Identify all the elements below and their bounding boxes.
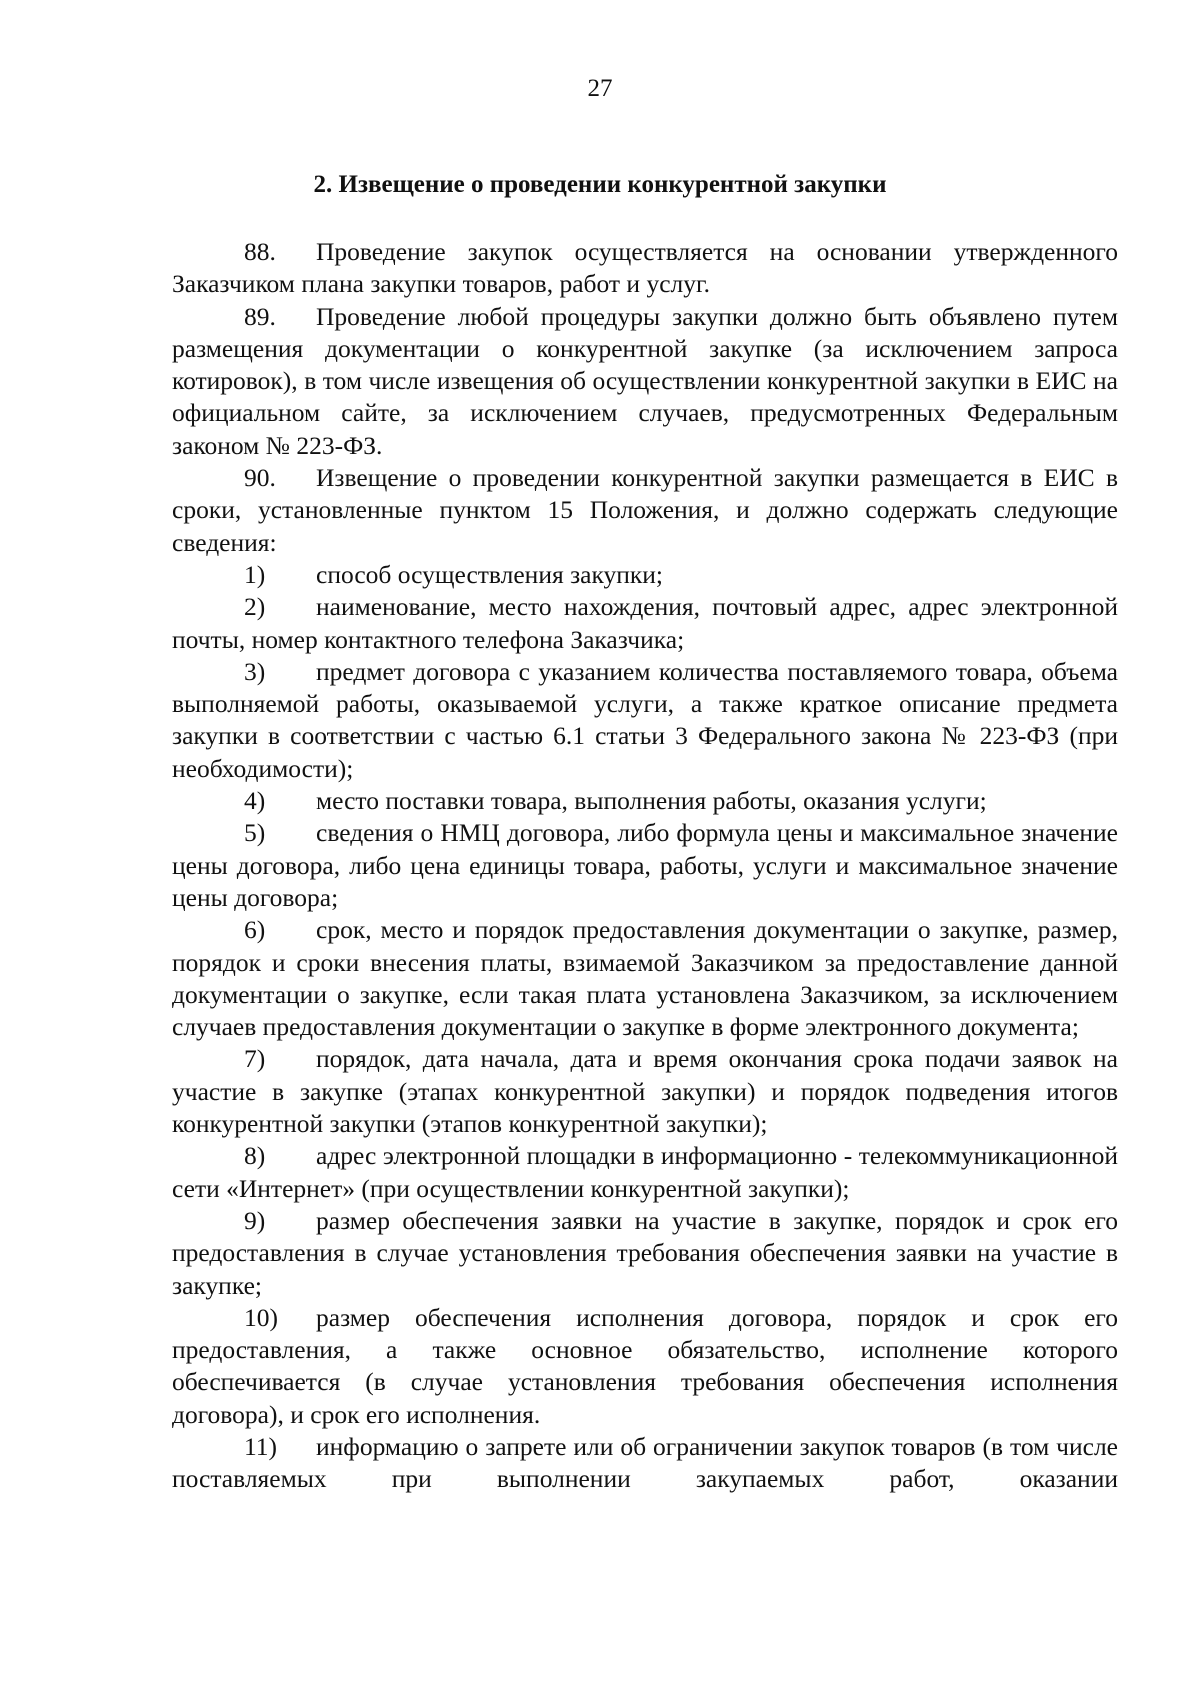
list-item-text: адрес электронной площадки в информационно - телекоммуникационной сети «Интернет» (при осуществлении конкурентной закупки); [172, 1141, 1118, 1203]
paragraph-text: Проведение закупок осуществляется на основании утвержденного Заказчиком плана закупки товаров, работ и услуг. [172, 237, 1118, 299]
list-item-number: 3) [244, 656, 266, 686]
list-item-number: 7) [244, 1044, 266, 1074]
list-item-2 [172, 591, 1118, 656]
list-item-8 [172, 1140, 1118, 1205]
list-item-number: 1) [244, 559, 266, 589]
document-body [172, 236, 1118, 1496]
list-item-text: наименование, место нахождения, почтовый адрес, адрес электронной почты, номер контактного телефона Заказчика; [172, 592, 1118, 654]
list-item-number: 8) [244, 1141, 266, 1171]
list-item-text: предмет договора с указанием количества поставляемого товара, объема выполняемой работы, оказываемой услуги, а также краткое описание предмета закупки в соответствии с частью 6.1 статьи 3 Федерального закона № 223-ФЗ (при необходимости); [172, 656, 1118, 783]
list-item-9 [172, 1205, 1118, 1302]
list-item-11 [172, 1431, 1118, 1496]
list-item-number: 11) [244, 1431, 278, 1461]
paragraph-90 [172, 462, 1118, 559]
list-item-text: размер обеспечения исполнения договора, порядок и срок его предоставления, а также основное обязательство, исполнение которого обеспечивается (в случае установления требования обеспечения исполнения договора), и срок его исполнения. [172, 1302, 1118, 1429]
list-item-4 [172, 785, 1118, 817]
paragraph-number: 88. [244, 237, 276, 266]
list-item-text: срок, место и порядок предоставления документации о закупке, размер, порядок и сроки внесения платы, взимаемой Заказчиком за предоставление данной документации о закупке, если такая плата установлена Заказчиком, за исключением случаев предоставления документации о закупке в форме электронного документа; [172, 915, 1118, 1042]
list-item-text: сведения о НМЦ договора, либо формула цены и максимальное значение цены договора, либо цена единицы товара, работы, услуги и максимальное значение цены договора; [172, 818, 1118, 912]
list-item-6 [172, 914, 1118, 1043]
list-item-3 [172, 656, 1118, 785]
section-heading: 2. Извещение о проведении конкурентной закупки [313, 171, 887, 198]
list-item-text: размер обеспечения заявки на участие в закупке, порядок и срок его предоставления в случае установления требования обеспечения заявки на участие в закупке; [172, 1205, 1118, 1300]
list-item-number: 2) [244, 592, 266, 622]
paragraph-89 [172, 301, 1118, 462]
list-item-text: порядок, дата начала, дата и время окончания срока подачи заявок на участие в закупке (этапах конкурентной закупки) и порядок подведения итогов конкурентной закупки (этапов конкурентной закупки); [172, 1044, 1118, 1139]
list-item-number: 4) [244, 786, 266, 816]
list-item-text: информацию о запрете или об ограничении закупок товаров (в том числе поставляемых при выполнении закупаемых работ, оказании [172, 1431, 1118, 1494]
paragraph-88 [172, 236, 1118, 301]
page-number: 27 [587, 75, 613, 102]
list-item-number: 6) [244, 915, 266, 945]
paragraph-text: Проведение любой процедуры закупки должно быть объявлено путем размещения документации о конкурентной закупке (за исключением запроса котировок), в том числе извещения об осуществлении конкурентной закупки в ЕИС на официальном сайте, за исключением случаев, предусмотренных Федеральным законом № 223-ФЗ. [172, 301, 1118, 460]
list-item-number: 9) [244, 1205, 266, 1235]
paragraph-text: Извещение о проведении конкурентной закупки размещается в ЕИС в сроки, установленные пунктом 15 Положения, и должно содержать следующие сведения: [172, 463, 1118, 557]
list-item-number: 5) [244, 818, 266, 848]
list-item-number: 10) [244, 1302, 278, 1332]
paragraph-number: 89. [244, 301, 276, 331]
list-item-text: место поставки товара, выполнения работы, оказания услуги; [316, 786, 987, 816]
list-item-7 [172, 1043, 1118, 1140]
list-item-5 [172, 817, 1118, 914]
list-item-text: способ осуществления закупки; [316, 559, 664, 589]
list-item-1 [172, 559, 1118, 591]
list-item-10 [172, 1302, 1118, 1431]
paragraph-number: 90. [244, 463, 276, 493]
